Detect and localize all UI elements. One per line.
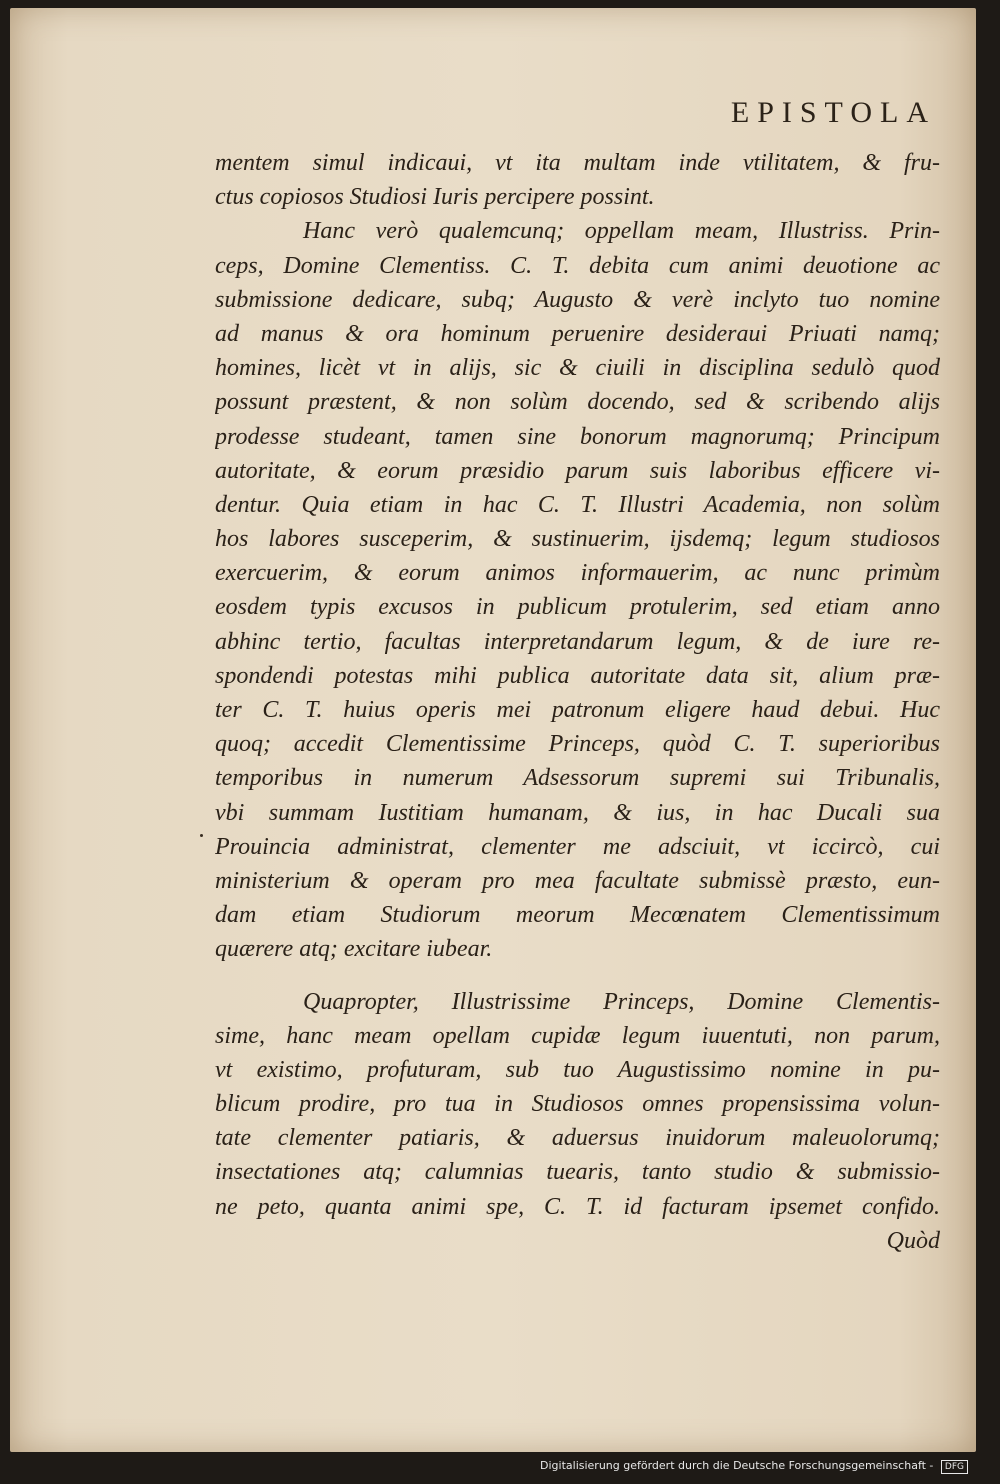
text-line: spondendi potestas mihi publica autoritate data sit, alium præ- — [215, 662, 940, 689]
text-line: vt existimo, profuturam, sub tuo Augustissimo nomine in pu- — [215, 1056, 940, 1083]
text-line: temporibus in numerum Adsessorum supremi sui Tribunalis, — [215, 765, 940, 792]
text-line: exercuerim, & eorum animos informauerim, ac nunc primùm — [215, 560, 940, 587]
text-line: blicum prodire, pro tua in Studiosos omnes propensissima volun- — [215, 1091, 940, 1118]
text-line: Prouincia administrat, clementer me adsciuit, vt iccircò, cui — [215, 833, 940, 860]
book-page — [10, 8, 976, 1452]
text-line: Quapropter, Illustrissime Princeps, Domine Clementis- — [303, 988, 940, 1015]
text-line: insectationes atq; calumnias tuearis, tanto studio & submissio- — [215, 1159, 940, 1186]
body-text — [215, 146, 940, 1258]
text-line: ad manus & ora hominum peruenire desideraui Priuati namq; — [215, 320, 940, 347]
text-line: ter C. T. huius operis mei patronum eligere haud debui. Huc — [215, 697, 940, 723]
text-line: ctus copiosos Studiosi Iuris percipere possint. — [215, 184, 655, 211]
dfg-logo: DFG — [941, 1460, 968, 1474]
text-line: possunt præstent, & non solùm docendo, sed & scribendo alijs — [215, 389, 940, 416]
page-header: EPISTOLA — [730, 96, 936, 129]
text-line: hos labores susceperim, & sustinuerim, ijsdemq; legum studiosos — [215, 526, 940, 553]
text-line: abhinc tertio, facultas interpretandarum legum, & de iure re- — [215, 628, 940, 655]
text-line: tate clementer patiaris, & aduersus inuidorum maleuolorumq; — [215, 1125, 940, 1152]
text-line: vbi summam Iustitiam humanam, & ius, in hac Ducali sua — [215, 799, 940, 826]
text-line: ministerium & operam pro mea facultate submissè præsto, eun- — [215, 867, 940, 894]
text-line: quærere atq; excitare iubear. — [215, 936, 493, 963]
catchword: Quòd — [886, 1227, 940, 1254]
text-line: mentem simul indicaui, vt ita multam inde vtilitatem, & fru- — [215, 150, 940, 176]
digitization-credit — [540, 1459, 968, 1474]
text-line: sime, hanc meam opellam cupidæ legum iuuentuti, non parum, — [215, 1022, 940, 1049]
text-line: autoritate, & eorum præsidio parum suis laboribus efficere vi- — [215, 457, 940, 484]
text-line: submissione dedicare, subq; Augusto & verè inclyto tuo nomine — [215, 286, 940, 313]
text-line: dentur. Quia etiam in hac C. T. Illustri Academia, non solùm — [215, 491, 940, 518]
text-line: ne peto, quanta animi spe, C. T. id facturam ipsemet confido. — [215, 1193, 940, 1220]
text-line: ceps, Domine Clementiss. C. T. debita cum animi deuotione ac — [215, 252, 940, 279]
credit-text: Digitalisierung gefördert durch die Deutsche Forschungsgemeinschaft - — [540, 1459, 934, 1472]
ink-spot — [200, 834, 203, 837]
text-line: dam etiam Studiorum meorum Mecœnatem Clementissimum — [215, 902, 940, 929]
text-line: prodesse studeant, tamen sine bonorum magnorumq; Principum — [215, 423, 940, 450]
text-line: quoq; accedit Clementissime Princeps, quòd C. T. superioribus — [215, 731, 940, 758]
text-line: homines, licèt vt in alijs, sic & ciuili in disciplina sedulò quod — [215, 355, 940, 382]
text-line: eosdem typis excusos in publicum protulerim, sed etiam anno — [215, 594, 940, 621]
text-line: Hanc verò qualemcunq; oppellam meam, Illustriss. Prin- — [303, 218, 940, 245]
